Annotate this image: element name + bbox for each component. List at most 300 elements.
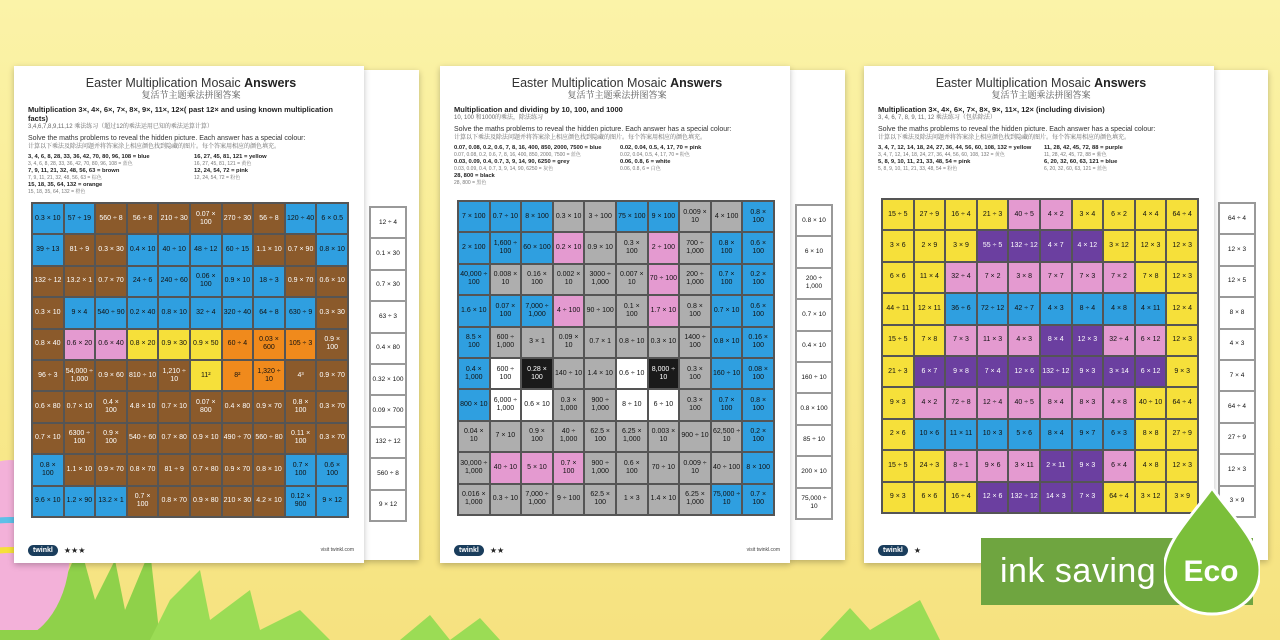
mosaic-cell[interactable]: 0.4 × 10 <box>127 234 159 265</box>
mosaic-cell[interactable]: 600 ÷ 1,000 <box>490 327 522 358</box>
mosaic-cell[interactable]: 0.7 ÷ 10 <box>490 201 522 232</box>
mosaic-cell[interactable]: 1,320 ÷ 10 <box>253 360 285 391</box>
mosaic-cell[interactable]: 4 × 8 <box>1135 450 1167 481</box>
sheet-2[interactable] <box>440 66 790 563</box>
mosaic-cell[interactable]: 0.3 × 70 <box>316 391 348 422</box>
mosaic-cell[interactable]: 0.7 × 100 <box>711 389 743 420</box>
mosaic-cell[interactable]: 3 × 6 <box>882 230 914 261</box>
mosaic-cell[interactable]: 3 × 14 <box>1103 356 1135 387</box>
mosaic-cell[interactable]: 132 ÷ 12 <box>1040 356 1072 387</box>
mosaic-cell[interactable]: 0.2 × 100 <box>742 264 774 295</box>
mosaic-cell[interactable]: 12 ÷ 4 <box>977 387 1009 418</box>
mosaic-cell[interactable]: 12 × 3 <box>1166 262 1198 293</box>
mosaic-cell[interactable]: 8 ÷ 4 <box>1072 293 1104 324</box>
mosaic-cell[interactable]: 55 ÷ 5 <box>977 230 1009 261</box>
mosaic-cell[interactable]: 11 × 11 <box>945 419 977 450</box>
mosaic-cell[interactable]: 3 ÷ 100 <box>584 201 616 232</box>
mosaic-cell[interactable]: 4 ÷ 100 <box>553 295 585 326</box>
mosaic-cell[interactable]: 12 × 3 <box>1166 450 1198 481</box>
mosaic-cell[interactable]: 8 ÷ 10 <box>616 389 648 420</box>
mosaic-cell[interactable]: 12 × 3 <box>1166 230 1198 261</box>
mosaic-cell[interactable]: 62.5 × 100 <box>584 421 616 452</box>
mosaic-cell[interactable]: 900 ÷ 10 <box>679 421 711 452</box>
mosaic-cell[interactable]: 81 ÷ 9 <box>64 234 96 265</box>
mosaic-cell[interactable]: 0.8 × 70 <box>127 454 159 485</box>
mosaic-cell[interactable]: 0.9 × 100 <box>95 423 127 454</box>
mosaic-cell[interactable]: 540 ÷ 60 <box>127 423 159 454</box>
mosaic-cell[interactable]: 1.4 × 10 <box>648 484 680 515</box>
mosaic-cell[interactable]: 4 × 11 <box>1135 293 1167 324</box>
mosaic-cell[interactable]: 60 ÷ 15 <box>222 234 254 265</box>
mosaic-cell[interactable]: 4³ <box>285 360 317 391</box>
mosaic-cell[interactable]: 7,000 ÷ 1,000 <box>521 484 553 515</box>
mosaic-cell[interactable]: 0.9 × 70 <box>95 454 127 485</box>
mosaic-cell[interactable]: 7 × 2 <box>1103 262 1135 293</box>
mosaic-cell[interactable]: 60 ÷ 4 <box>222 329 254 360</box>
mosaic-cell[interactable]: 8.5 × 100 <box>458 327 490 358</box>
mosaic-cell[interactable]: 0.8 ÷ 10 <box>616 327 648 358</box>
mosaic-cell[interactable]: 700 ÷ 1,000 <box>679 232 711 263</box>
mosaic-cell[interactable]: 75 × 100 <box>616 201 648 232</box>
mosaic-cell[interactable]: 6 × 7 <box>914 356 946 387</box>
mosaic-cell[interactable]: 0.3 × 30 <box>95 234 127 265</box>
mosaic-cell[interactable]: 0.3 × 100 <box>616 232 648 263</box>
mosaic-cell[interactable]: 10 × 3 <box>977 419 1009 450</box>
mosaic-cell[interactable]: 36 ÷ 6 <box>945 293 977 324</box>
mosaic-cell[interactable]: 0.7 × 1 <box>584 327 616 358</box>
mosaic-cell[interactable]: 6 ÷ 10 <box>648 389 680 420</box>
mosaic-cell[interactable]: 9 × 8 <box>945 356 977 387</box>
mosaic-cell[interactable]: 0.8 × 40 <box>32 329 64 360</box>
mosaic-cell[interactable]: 0.8 × 70 <box>158 486 190 517</box>
mosaic-cell[interactable]: 0.9 × 50 <box>190 329 222 360</box>
mosaic-cell[interactable]: 64 ÷ 8 <box>253 297 285 328</box>
mosaic-cell[interactable]: 12 × 11 <box>914 293 946 324</box>
mosaic-cell[interactable]: 0.7 × 10 <box>711 295 743 326</box>
mosaic-cell[interactable]: 30,000 ÷ 1,000 <box>458 452 490 483</box>
mosaic-cell[interactable]: 0.4 × 80 <box>222 391 254 422</box>
mosaic-cell[interactable]: 7 × 100 <box>458 201 490 232</box>
mosaic-cell[interactable]: 4 × 3 <box>1008 325 1040 356</box>
mosaic-cell[interactable]: 9 × 3 <box>1166 356 1198 387</box>
mosaic-cell[interactable]: 62.5 × 100 <box>584 484 616 515</box>
mosaic-cell[interactable]: 6 × 0.5 <box>316 203 348 234</box>
mosaic-cell[interactable]: 0.3 × 70 <box>316 423 348 454</box>
mosaic-cell[interactable]: 0.6 × 100 <box>742 295 774 326</box>
mosaic-cell[interactable]: 8 × 100 <box>521 201 553 232</box>
mosaic-cell[interactable]: 10 × 6 <box>914 419 946 450</box>
mosaic-cell[interactable]: 6,000 ÷ 1,000 <box>490 389 522 420</box>
mosaic-cell[interactable]: 70 ÷ 10 <box>648 452 680 483</box>
mosaic-cell[interactable]: 14 × 3 <box>1040 482 1072 513</box>
mosaic-cell[interactable]: 12 × 6 <box>1008 356 1040 387</box>
mosaic-cell[interactable]: 105 ÷ 3 <box>285 329 317 360</box>
mosaic-cell[interactable]: 48 ÷ 12 <box>190 234 222 265</box>
mosaic-cell[interactable]: 6.25 × 1,000 <box>616 421 648 452</box>
mosaic-cell[interactable]: 0.8 × 10 <box>316 234 348 265</box>
mosaic-cell[interactable]: 270 ÷ 30 <box>222 203 254 234</box>
mosaic-cell[interactable]: 40,000 ÷ 100 <box>458 264 490 295</box>
mosaic-cell[interactable]: 0.8 × 100 <box>679 295 711 326</box>
mosaic-cell[interactable]: 810 ÷ 10 <box>127 360 159 391</box>
mosaic-cell[interactable]: 11 × 3 <box>977 325 1009 356</box>
mosaic-cell[interactable]: 3 × 12 <box>1135 482 1167 513</box>
mosaic-cell[interactable]: 4.2 × 10 <box>253 486 285 517</box>
mosaic-cell[interactable]: 0.8 × 20 <box>127 329 159 360</box>
mosaic-cell[interactable]: 0.3 × 10 <box>32 297 64 328</box>
mosaic-cell[interactable]: 56 ÷ 8 <box>127 203 159 234</box>
mosaic-cell[interactable]: 3 × 8 <box>1008 262 1040 293</box>
mosaic-cell[interactable]: 7 × 3 <box>1072 482 1104 513</box>
mosaic-cell[interactable]: 4 × 8 <box>1103 387 1135 418</box>
mosaic-cell[interactable]: 132 ÷ 12 <box>32 266 64 297</box>
mosaic-cell[interactable]: 6 × 6 <box>914 482 946 513</box>
mosaic-cell[interactable]: 64 ÷ 4 <box>1166 387 1198 418</box>
mosaic-cell[interactable]: 7 × 8 <box>914 325 946 356</box>
mosaic-cell[interactable]: 15 ÷ 5 <box>882 450 914 481</box>
mosaic-cell[interactable]: 1.7 × 10 <box>648 295 680 326</box>
mosaic-cell[interactable]: 0.6 × 100 <box>742 232 774 263</box>
mosaic-cell[interactable]: 0.9 × 10 <box>190 423 222 454</box>
mosaic-cell[interactable]: 320 ÷ 40 <box>222 297 254 328</box>
mosaic-cell[interactable]: 160 ÷ 10 <box>711 358 743 389</box>
mosaic-cell[interactable]: 800 × 10 <box>458 389 490 420</box>
mosaic-cell[interactable]: 0.8 × 10 <box>158 297 190 328</box>
mosaic-cell[interactable]: 0.2 × 40 <box>127 297 159 328</box>
mosaic-cell[interactable]: 0.6 × 20 <box>64 329 96 360</box>
mosaic-cell[interactable]: 120 ÷ 40 <box>285 203 317 234</box>
mosaic-cell[interactable]: 90 ÷ 100 <box>584 295 616 326</box>
mosaic-cell[interactable]: 132 ÷ 12 <box>1008 230 1040 261</box>
mosaic-cell[interactable]: 9 × 3 <box>882 387 914 418</box>
mosaic-cell[interactable]: 0.6 × 10 <box>316 266 348 297</box>
mosaic-cell[interactable]: 11² <box>190 360 222 391</box>
mosaic-cell[interactable]: 0.008 × 10 <box>490 264 522 295</box>
mosaic-cell[interactable]: 0.7 × 100 <box>285 454 317 485</box>
mosaic-cell[interactable]: 0.9 × 100 <box>521 421 553 452</box>
mosaic-cell[interactable]: 1400 ÷ 100 <box>679 327 711 358</box>
mosaic-cell[interactable]: 3000 ÷ 1,000 <box>584 264 616 295</box>
mosaic-cell[interactable]: 4 × 2 <box>914 387 946 418</box>
mosaic-cell[interactable]: 4 × 3 <box>1040 293 1072 324</box>
mosaic-cell[interactable]: 0.009 ÷ 10 <box>679 452 711 483</box>
mosaic-cell[interactable]: 0.3 × 1,000 <box>553 389 585 420</box>
mosaic-cell[interactable]: 8 × 4 <box>1040 387 1072 418</box>
mosaic-cell[interactable]: 27 ÷ 9 <box>1166 419 1198 450</box>
mosaic-cell[interactable]: 0.9 × 10 <box>222 266 254 297</box>
mosaic-cell[interactable]: 56 ÷ 8 <box>253 203 285 234</box>
mosaic-cell[interactable]: 240 ÷ 60 <box>158 266 190 297</box>
mosaic-cell[interactable]: 9 × 3 <box>882 482 914 513</box>
mosaic-cell[interactable]: 0.6 × 100 <box>316 454 348 485</box>
mosaic-cell[interactable]: 0.7 × 10 <box>158 391 190 422</box>
mosaic-cell[interactable]: 62,500 ÷ 10 <box>711 421 743 452</box>
mosaic-cell[interactable]: 0.9 × 70 <box>285 266 317 297</box>
mosaic-cell[interactable]: 4.8 × 10 <box>127 391 159 422</box>
mosaic-cell[interactable]: 6 × 2 <box>1103 199 1135 230</box>
mosaic-cell[interactable]: 4 × 8 <box>1103 293 1135 324</box>
mosaic-cell[interactable]: 630 ÷ 9 <box>285 297 317 328</box>
mosaic-cell[interactable]: 6 × 12 <box>1135 325 1167 356</box>
mosaic-cell[interactable]: 7 × 3 <box>945 325 977 356</box>
mosaic-cell[interactable]: 0.8 × 100 <box>711 232 743 263</box>
mosaic-cell[interactable]: 21 ÷ 3 <box>977 199 1009 230</box>
mosaic-cell[interactable]: 900 ÷ 1,000 <box>584 452 616 483</box>
mosaic-cell[interactable]: 12 × 6 <box>977 482 1009 513</box>
mosaic-cell[interactable]: 16 ÷ 4 <box>945 199 977 230</box>
mosaic-cell[interactable]: 13.2 × 1 <box>95 486 127 517</box>
mosaic-cell[interactable]: 0.09 × 10 <box>553 327 585 358</box>
mosaic-cell[interactable]: 0.002 × 10 <box>553 264 585 295</box>
mosaic-cell[interactable]: 70 ÷ 100 <box>648 264 680 295</box>
mosaic-cell[interactable]: 2 × 6 <box>882 419 914 450</box>
mosaic-cell[interactable]: 75,000 ÷ 10 <box>711 484 743 515</box>
mosaic-cell[interactable]: 7 × 3 <box>1072 262 1104 293</box>
mosaic-cell[interactable]: 0.3 × 10 <box>553 201 585 232</box>
mosaic-cell[interactable]: 9.6 × 10 <box>32 486 64 517</box>
mosaic-cell[interactable]: 7 × 10 <box>490 421 522 452</box>
mosaic-cell[interactable]: 0.8 × 100 <box>285 391 317 422</box>
mosaic-cell[interactable]: 42 ÷ 7 <box>1008 293 1040 324</box>
mosaic-cell[interactable]: 0.7 × 10 <box>64 391 96 422</box>
mosaic-cell[interactable]: 0.6 × 100 <box>616 452 648 483</box>
mosaic-cell[interactable]: 1,210 ÷ 10 <box>158 360 190 391</box>
mosaic-cell[interactable]: 4 × 2 <box>1040 199 1072 230</box>
mosaic-cell[interactable]: 0.12 × 900 <box>285 486 317 517</box>
mosaic-cell[interactable]: 0.9 × 70 <box>316 360 348 391</box>
mosaic-cell[interactable]: 0.7 × 90 <box>285 234 317 265</box>
mosaic-cell[interactable]: 8 × 4 <box>1040 419 1072 450</box>
mosaic-cell[interactable]: 7,000 ÷ 1,000 <box>521 295 553 326</box>
mosaic-cell[interactable]: 560 ÷ 80 <box>253 423 285 454</box>
mosaic-cell[interactable]: 0.07 × 100 <box>190 203 222 234</box>
mosaic-cell[interactable]: 0.8 × 100 <box>742 201 774 232</box>
mosaic-cell[interactable]: 3 × 9 <box>945 230 977 261</box>
mosaic-cell[interactable]: 18 ÷ 3 <box>253 266 285 297</box>
mosaic-cell[interactable]: 0.1 × 100 <box>616 295 648 326</box>
mosaic-cell[interactable]: 2 × 11 <box>1040 450 1072 481</box>
mosaic-cell[interactable]: 2 × 100 <box>458 232 490 263</box>
mosaic-cell[interactable]: 6 × 6 <box>882 262 914 293</box>
mosaic-cell[interactable]: 9 × 3 <box>1072 356 1104 387</box>
mosaic-cell[interactable]: 0.6 × 40 <box>95 329 127 360</box>
mosaic-cell[interactable]: 15 ÷ 5 <box>882 199 914 230</box>
mosaic-cell[interactable]: 3 × 1 <box>521 327 553 358</box>
mosaic-cell[interactable]: 900 ÷ 1,000 <box>584 389 616 420</box>
mosaic-cell[interactable]: 0.016 × 1,000 <box>458 484 490 515</box>
mosaic-cell[interactable]: 0.7 × 100 <box>553 452 585 483</box>
mosaic-cell[interactable]: 0.9 × 70 <box>253 391 285 422</box>
mosaic-cell[interactable]: 32 ÷ 4 <box>190 297 222 328</box>
mosaic-cell[interactable]: 64 ÷ 4 <box>1103 482 1135 513</box>
mosaic-cell[interactable]: 0.16 × 100 <box>742 327 774 358</box>
mosaic-cell[interactable]: 132 ÷ 12 <box>1008 482 1040 513</box>
mosaic-cell[interactable]: 5 × 10 <box>521 452 553 483</box>
mosaic-cell[interactable]: 40 ÷ 10 <box>1135 387 1167 418</box>
mosaic-cell[interactable]: 44 ÷ 11 <box>882 293 914 324</box>
mosaic-cell[interactable]: 0.16 × 100 <box>521 264 553 295</box>
mosaic-cell[interactable]: 57 ÷ 19 <box>64 203 96 234</box>
mosaic-cell[interactable]: 600 ÷ 100 <box>490 358 522 389</box>
mosaic-cell[interactable]: 0.8 × 100 <box>32 454 64 485</box>
mosaic-cell[interactable]: 0.003 × 10 <box>648 421 680 452</box>
mosaic-cell[interactable]: 8 × 8 <box>1135 419 1167 450</box>
mosaic-cell[interactable]: 15 ÷ 5 <box>882 325 914 356</box>
mosaic-cell[interactable]: 6300 ÷ 100 <box>64 423 96 454</box>
mosaic-cell[interactable]: 0.7 × 100 <box>742 484 774 515</box>
mosaic-cell[interactable]: 8 × 4 <box>1040 325 1072 356</box>
mosaic-cell[interactable]: 40 ÷ 100 <box>711 452 743 483</box>
mosaic-cell[interactable]: 540 ÷ 90 <box>95 297 127 328</box>
mosaic-cell[interactable]: 0.03 × 600 <box>253 329 285 360</box>
mosaic-cell[interactable]: 0.2 × 100 <box>742 421 774 452</box>
mosaic-cell[interactable]: 0.9 × 30 <box>158 329 190 360</box>
mosaic-cell[interactable]: 8 ÷ 1 <box>945 450 977 481</box>
mosaic-cell[interactable]: 1.1 × 10 <box>253 234 285 265</box>
mosaic-cell[interactable]: 40 ÷ 5 <box>1008 387 1040 418</box>
mosaic-cell[interactable]: 0.3 × 10 <box>32 203 64 234</box>
mosaic-cell[interactable]: 0.9 × 10 <box>584 232 616 263</box>
mosaic-cell[interactable]: 0.9 × 70 <box>222 454 254 485</box>
mosaic-cell[interactable]: 64 ÷ 4 <box>1166 199 1198 230</box>
mosaic-cell[interactable]: 27 ÷ 9 <box>914 199 946 230</box>
mosaic-cell[interactable]: 0.8 × 100 <box>742 389 774 420</box>
mosaic-cell[interactable]: 6 × 4 <box>1103 450 1135 481</box>
mosaic-cell[interactable]: 0.07 × 100 <box>490 295 522 326</box>
mosaic-cell[interactable]: 39 ÷ 13 <box>32 234 64 265</box>
mosaic-cell[interactable]: 0.6 × 10 <box>521 389 553 420</box>
mosaic-cell[interactable]: 6 × 3 <box>1103 419 1135 450</box>
mosaic-cell[interactable]: 0.3 × 100 <box>679 358 711 389</box>
mosaic-cell[interactable]: 12 × 3 <box>1166 325 1198 356</box>
mosaic-cell[interactable]: 96 ÷ 3 <box>32 360 64 391</box>
mosaic-cell[interactable]: 0.28 × 100 <box>521 358 553 389</box>
mosaic-cell[interactable]: 4 × 4 <box>1135 199 1167 230</box>
mosaic-cell[interactable]: 9 ÷ 100 <box>553 484 585 515</box>
mosaic-cell[interactable]: 0.06 × 100 <box>190 266 222 297</box>
mosaic-cell[interactable]: 60 × 100 <box>521 232 553 263</box>
mosaic-cell[interactable]: 3 × 12 <box>1103 230 1135 261</box>
mosaic-cell[interactable]: 24 ÷ 3 <box>914 450 946 481</box>
mosaic-cell[interactable]: 0.04 × 10 <box>458 421 490 452</box>
mosaic-cell[interactable]: 4 × 7 <box>1040 230 1072 261</box>
mosaic-cell[interactable]: 5 × 6 <box>1008 419 1040 450</box>
mosaic-cell[interactable]: 210 ÷ 30 <box>158 203 190 234</box>
mosaic-cell[interactable]: 0.7 × 80 <box>158 423 190 454</box>
mosaic-cell[interactable]: 81 ÷ 9 <box>158 454 190 485</box>
mosaic-cell[interactable]: 2 ÷ 100 <box>648 232 680 263</box>
mosaic-cell[interactable]: 0.07 × 800 <box>190 391 222 422</box>
mosaic-cell[interactable]: 9 × 3 <box>1072 450 1104 481</box>
mosaic-cell[interactable]: 16 ÷ 4 <box>945 482 977 513</box>
mosaic-cell[interactable]: 0.4 × 1,000 <box>458 358 490 389</box>
mosaic-cell[interactable]: 24 ÷ 6 <box>127 266 159 297</box>
mosaic-cell[interactable]: 0.3 ÷ 10 <box>490 484 522 515</box>
mosaic-cell[interactable]: 7 × 4 <box>977 356 1009 387</box>
mosaic-cell[interactable]: 8 × 100 <box>742 452 774 483</box>
mosaic-cell[interactable]: 0.7 × 80 <box>190 454 222 485</box>
mosaic-cell[interactable]: 0.009 × 10 <box>679 201 711 232</box>
mosaic-cell[interactable]: 7 × 7 <box>1040 262 1072 293</box>
mosaic-cell[interactable]: 6 × 12 <box>1135 356 1167 387</box>
mosaic-cell[interactable]: 0.7 × 100 <box>127 486 159 517</box>
mosaic-cell[interactable]: 490 ÷ 70 <box>222 423 254 454</box>
mosaic-cell[interactable]: 210 × 30 <box>222 486 254 517</box>
mosaic-cell[interactable]: 72 ÷ 8 <box>945 387 977 418</box>
mosaic-cell[interactable]: 7 × 8 <box>1135 262 1167 293</box>
mosaic-cell[interactable]: 0.3 × 30 <box>316 297 348 328</box>
mosaic-cell[interactable]: 54,000 ÷ 1,000 <box>64 360 96 391</box>
mosaic-cell[interactable]: 0.9 × 100 <box>316 329 348 360</box>
mosaic-cell[interactable]: 2 × 9 <box>914 230 946 261</box>
mosaic-cell[interactable]: 0.7 × 10 <box>32 423 64 454</box>
sheet-3[interactable] <box>864 66 1214 563</box>
mosaic-cell[interactable]: 1.1 × 10 <box>64 454 96 485</box>
mosaic-cell[interactable]: 0.2 × 10 <box>553 232 585 263</box>
mosaic-cell[interactable]: 40 ÷ 5 <box>1008 199 1040 230</box>
mosaic-cell[interactable]: 8² <box>222 360 254 391</box>
mosaic-cell[interactable]: 6.25 × 1,000 <box>679 484 711 515</box>
mosaic-cell[interactable]: 9 × 100 <box>648 201 680 232</box>
mosaic-cell[interactable]: 560 ÷ 8 <box>95 203 127 234</box>
mosaic-cell[interactable]: 9 × 6 <box>977 450 1009 481</box>
mosaic-cell[interactable]: 4 × 12 <box>1072 230 1104 261</box>
mosaic-cell[interactable]: 3 × 4 <box>1072 199 1104 230</box>
mosaic-cell[interactable]: 1.4 × 10 <box>584 358 616 389</box>
sheet-1[interactable] <box>14 66 364 563</box>
mosaic-cell[interactable]: 72 ÷ 12 <box>977 293 1009 324</box>
mosaic-cell[interactable]: 0.7 × 70 <box>95 266 127 297</box>
mosaic-cell[interactable]: 12 × 4 <box>1166 293 1198 324</box>
mosaic-cell[interactable]: 12 × 3 <box>1135 230 1167 261</box>
mosaic-cell[interactable]: 0.11 × 100 <box>285 423 317 454</box>
mosaic-cell[interactable]: 40 ÷ 10 <box>490 452 522 483</box>
mosaic-cell[interactable]: 0.6 ÷ 10 <box>616 358 648 389</box>
mosaic-cell[interactable]: 0.08 × 100 <box>742 358 774 389</box>
mosaic-cell[interactable]: 11 × 4 <box>914 262 946 293</box>
mosaic-cell[interactable]: 7 × 2 <box>977 262 1009 293</box>
mosaic-cell[interactable]: 9 × 7 <box>1072 419 1104 450</box>
mosaic-cell[interactable]: 0.9 × 80 <box>190 486 222 517</box>
mosaic-cell[interactable]: 3 × 9 <box>1166 482 1198 513</box>
mosaic-cell[interactable]: 40 ÷ 1,000 <box>553 421 585 452</box>
mosaic-cell[interactable]: 0.3 × 100 <box>679 389 711 420</box>
mosaic-cell[interactable]: 0.8 × 10 <box>253 454 285 485</box>
mosaic-cell[interactable]: 200 ÷ 1,000 <box>679 264 711 295</box>
mosaic-cell[interactable]: 32 ÷ 4 <box>1103 325 1135 356</box>
mosaic-cell[interactable]: 1.6 × 10 <box>458 295 490 326</box>
mosaic-cell[interactable]: 3 × 11 <box>1008 450 1040 481</box>
mosaic-cell[interactable]: 21 ÷ 3 <box>882 356 914 387</box>
mosaic-cell[interactable]: 8 × 3 <box>1072 387 1104 418</box>
mosaic-cell[interactable]: 0.4 × 100 <box>95 391 127 422</box>
mosaic-cell[interactable]: 9 × 12 <box>316 486 348 517</box>
mosaic-cell[interactable]: 4 × 100 <box>711 201 743 232</box>
mosaic-cell[interactable]: 0.6 × 80 <box>32 391 64 422</box>
mosaic-cell[interactable]: 9 × 4 <box>64 297 96 328</box>
mosaic-cell[interactable]: 0.7 × 100 <box>711 264 743 295</box>
mosaic-cell[interactable]: 140 ÷ 10 <box>553 358 585 389</box>
mosaic-cell[interactable]: 1 × 3 <box>616 484 648 515</box>
mosaic-cell[interactable]: 0.8 × 10 <box>711 327 743 358</box>
mosaic-cell[interactable]: 12 × 3 <box>1072 325 1104 356</box>
mosaic-cell[interactable]: 0.007 × 10 <box>616 264 648 295</box>
mosaic-cell[interactable]: 32 ÷ 4 <box>945 262 977 293</box>
mosaic-cell[interactable]: 8,000 ÷ 10 <box>648 358 680 389</box>
mosaic-cell[interactable]: 0.3 × 10 <box>648 327 680 358</box>
mosaic-cell[interactable]: 1.2 × 90 <box>64 486 96 517</box>
mosaic-cell[interactable]: 1,600 ÷ 100 <box>490 232 522 263</box>
